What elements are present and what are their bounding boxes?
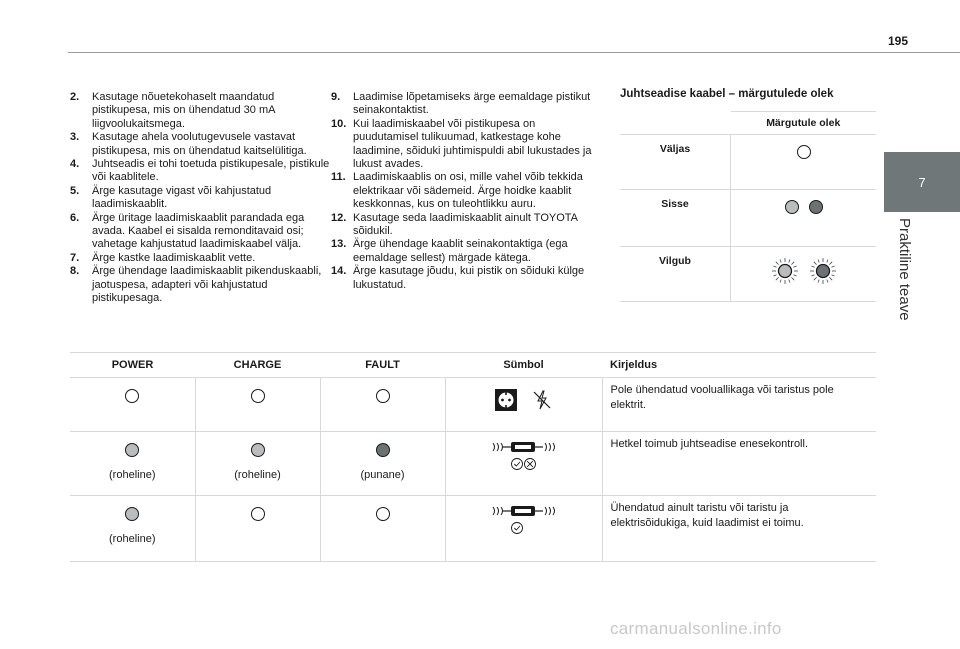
table-row — [620, 247, 876, 302]
instruction-list-col1 — [70, 91, 330, 306]
header-fault: FAULT — [320, 353, 445, 378]
list-item: 2. Kasutage nõuetekohaselt maandatud pistikupesa, mis on ühendatud 30 mA liigvoolukaitsmega. — [70, 91, 275, 130]
status-column-header: Märgutule olek — [731, 112, 877, 135]
list-item: 8. Ärge ühendage laadimiskaablit pikenduskaabli, jaotuspesa, adapteri või kahjustatud pistikupesaga. — [70, 265, 322, 305]
led-blink-green-icon — [771, 257, 799, 285]
led-on-green-icon — [785, 200, 799, 214]
charge-led-off-icon — [251, 389, 265, 403]
table-row: (roheline) Ühendatud ainult taristu või taristu ja elektrisõidukiga, kuid laadimist ei toimu. — [70, 496, 876, 562]
charge-led-green-icon — [251, 443, 265, 457]
table-row: (roheline) (roheline) (punane) Hetkel toimub juhtseadise enesekontroll. — [70, 432, 876, 496]
chapter-number: 7 — [918, 174, 926, 190]
led-off-icon — [797, 145, 811, 159]
list-item: 3. Kasutage ahela voolutugevusele vastavat pistikupesa, mis on ühendatud kaitselülitiga. — [70, 131, 307, 157]
page-number: 195 — [888, 34, 909, 48]
chapter-side-title: Praktiline teave — [896, 218, 913, 321]
charging-status-table — [70, 352, 876, 562]
table-row — [70, 378, 876, 432]
power-led-green-icon — [125, 507, 139, 521]
list-item: 4. Juhtseadis ei tohi toetuda pistikupesale, pistikule või kaablitele. — [70, 158, 330, 184]
list-item: 10. Kui laadimiskaabel või pistikupesa on puudutamisel tulikuumad, katkestage kohe laadimine, sõiduki juhtimispuldi abil lukustades ja lukust avades. — [331, 117, 592, 171]
no-power-icon — [531, 389, 553, 411]
list-item: 14. Ärge kasutage jõudu, kui pistik on sõiduki külge lukustatud. — [331, 265, 585, 291]
self-check-cable-icon — [491, 439, 557, 473]
list-item: 7. Ärge kastke laadimiskaablit vette. — [70, 251, 256, 264]
list-item: 5. Ärge kasutage vigast või kahjustatud laadimiskaablit. — [70, 184, 272, 211]
header-power: POWER — [70, 353, 195, 378]
header-rule-right — [876, 52, 960, 53]
table-row — [620, 190, 876, 247]
header-description: Kirjeldus — [602, 353, 876, 378]
row-description: Ühendatud ainult taristu või taristu ja elektrisõidukiga, kuid laadimist ei toimu. — [602, 496, 876, 562]
fault-led-off-icon — [376, 389, 390, 403]
led-blink-red-icon — [809, 257, 837, 285]
charge-led-off-icon — [251, 507, 265, 521]
list-item: 9. Laadimise lõpetamiseks ärge eemaldage pistikut seinakontaktist. — [331, 91, 591, 117]
header-symbol: Sümbol — [445, 353, 602, 378]
fault-led-red-icon — [376, 443, 390, 457]
row-description: Pole ühendatud vooluallikaga või taristus pole elektrit. — [602, 378, 876, 432]
status-label-on: Sisse — [620, 190, 731, 247]
row-description: Hetkel toimub juhtseadise enesekontroll. — [602, 432, 876, 496]
table-header-row — [70, 353, 876, 378]
list-item: 12. Kasutage seda laadimiskaablit ainult TOYOTA sõidukil. — [331, 211, 578, 238]
header-rule — [68, 52, 876, 53]
status-section-title: Juhtseadise kaabel – märgutulede olek — [620, 88, 834, 100]
power-led-green-icon — [125, 443, 139, 457]
chapter-tab[interactable] — [884, 152, 960, 212]
status-label-off: Väljas — [620, 135, 731, 190]
instruction-list-col2 — [331, 91, 596, 292]
fault-led-off-icon — [376, 507, 390, 521]
led-on-red-icon — [809, 200, 823, 214]
power-socket-icon — [495, 389, 517, 411]
power-led-off-icon — [125, 389, 139, 403]
list-item: 6. Ärge üritage laadimiskaablit parandada ega avada. Kaabel ei sisalda remonditavaid osi; vahetage kahjustatud laadimiskaabel välja. — [70, 211, 305, 251]
indicator-status-table — [620, 111, 876, 302]
header-charge: CHARGE — [195, 353, 320, 378]
connected-cable-icon — [491, 503, 557, 537]
list-item: 13. Ärge ühendage kaablit seinakontaktiga (ega eemaldage sellest) märgade kätega. — [331, 238, 568, 264]
status-label-blink: Vilgub — [620, 247, 731, 302]
watermark: carmanualsonline.info — [610, 619, 782, 638]
table-row — [620, 135, 876, 190]
list-item: 11. Laadimiskaablis on osi, mille vahel võib tekkida elektrikaar või sädemeid. Ärge hoidke kaablit keskkonnas, kus on tuleohtlikku auru. — [331, 171, 583, 211]
